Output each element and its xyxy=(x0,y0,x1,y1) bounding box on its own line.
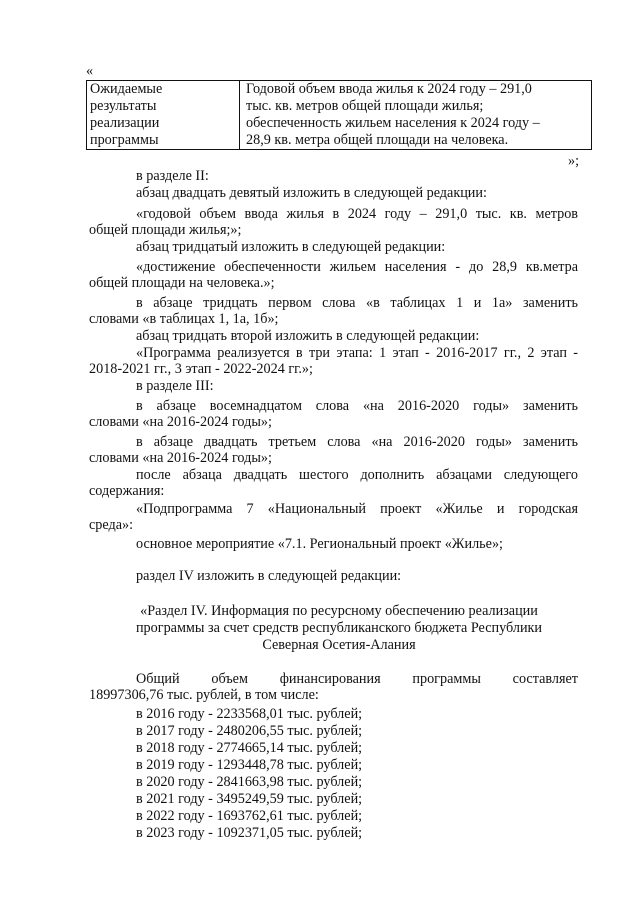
funding-year-line: в 2017 году - 2480206,55 тыс. рублей; xyxy=(136,723,363,739)
open-quote: « xyxy=(86,63,94,79)
text-line: основное мероприятие «7.1. Региональный проект «Жилье»; xyxy=(136,536,503,552)
funding-year-line: в 2018 году - 2774665,14 тыс. рублей; xyxy=(136,740,363,756)
text-line: абзац тридцатый изложить в следующей редакции: xyxy=(136,239,446,255)
text-line: раздел IV изложить в следующей редакции: xyxy=(136,568,402,584)
section-heading-line: программы за счет средств республиканского бюджета Республики xyxy=(135,620,543,636)
table-value-line: тыс. кв. метров общей площади жилья; xyxy=(246,98,484,114)
close-quote: »; xyxy=(568,153,580,169)
section-heading-line: Северная Осетия-Алания xyxy=(262,637,416,653)
text-line: абзац тридцать второй изложить в следующей редакции: xyxy=(136,328,480,344)
expected-results-table xyxy=(86,80,592,150)
text-line: «достижение обеспеченности жильем населения - до 28,9 кв.метра xyxy=(136,259,578,275)
section-heading-line: «Раздел IV. Информация по ресурсному обеспечению реализации xyxy=(140,603,538,619)
text-line: «Подпрограмма 7 «Национальный проект «Жилье и городская xyxy=(136,501,578,517)
table-value-line: обеспеченность жильем населения к 2024 году – xyxy=(246,115,540,131)
funding-year-line: в 2016 году - 2233568,01 тыс. рублей; xyxy=(136,706,363,722)
text-line: в абзаце тридцать первом слова «в таблицах 1 и 1а» заменить xyxy=(136,295,578,311)
table-value-line: Годовой объем ввода жилья к 2024 году – 291,0 xyxy=(246,81,532,97)
text-line: словами «на 2016-2024 годы»; xyxy=(89,450,272,466)
funding-total-line: 18997306,76 тыс. рублей, в том числе: xyxy=(89,687,319,703)
funding-year-line: в 2023 году - 1092371,05 тыс. рублей; xyxy=(136,825,363,841)
text-line: словами «в таблицах 1, 1а, 1б»; xyxy=(89,311,279,327)
text-line: «Программа реализуется в три этапа: 1 этап - 2016-2017 гг., 2 этап - xyxy=(136,345,578,361)
funding-year-line: в 2020 году - 2841663,98 тыс. рублей; xyxy=(136,774,363,790)
funding-year-line: в 2022 году - 1693762,61 тыс. рублей; xyxy=(136,808,363,824)
table-value-cell xyxy=(240,81,592,150)
funding-total-line: Общий объем финансирования программы составляет xyxy=(136,671,578,687)
text-line: среда»: xyxy=(89,517,134,533)
text-line: в абзаце восемнадцатом слова «на 2016-2020 годы» заменить xyxy=(136,398,578,414)
text-line: абзац двадцать девятый изложить в следующей редакции: xyxy=(136,185,487,201)
funding-year-line: в 2019 году - 1293448,78 тыс. рублей; xyxy=(136,757,363,773)
text-line: общей площади жилья;»; xyxy=(89,222,242,238)
text-line: 2018-2021 гг., 3 этап - 2022-2024 гг.»; xyxy=(89,361,313,377)
table-label-cell xyxy=(87,81,240,150)
text-line: общей площади на человека.»; xyxy=(89,275,275,291)
text-line: в разделе II: xyxy=(136,168,209,184)
table-label-line: реализации xyxy=(90,115,160,131)
table-row xyxy=(87,81,592,150)
table-label-line: Ожидаемые xyxy=(90,81,163,97)
text-line: после абзаца двадцать шестого дополнить абзацами следующего xyxy=(136,467,578,483)
text-line: в абзаце двадцать третьем слова «на 2016-2020 годы» заменить xyxy=(136,434,578,450)
funding-year-line: в 2021 году - 3495249,59 тыс. рублей; xyxy=(136,791,363,807)
table-label-line: программы xyxy=(90,132,159,148)
table-label-line: результаты xyxy=(90,98,157,114)
text-line: содержания: xyxy=(89,483,165,499)
text-line: «годовой объем ввода жилья в 2024 году – 291,0 тыс. кв. метров xyxy=(136,206,578,222)
text-line: в разделе III: xyxy=(136,378,214,394)
text-line: словами «на 2016-2024 годы»; xyxy=(89,414,272,430)
table-value-line: 28,9 кв. метра общей площади на человека. xyxy=(246,132,509,148)
